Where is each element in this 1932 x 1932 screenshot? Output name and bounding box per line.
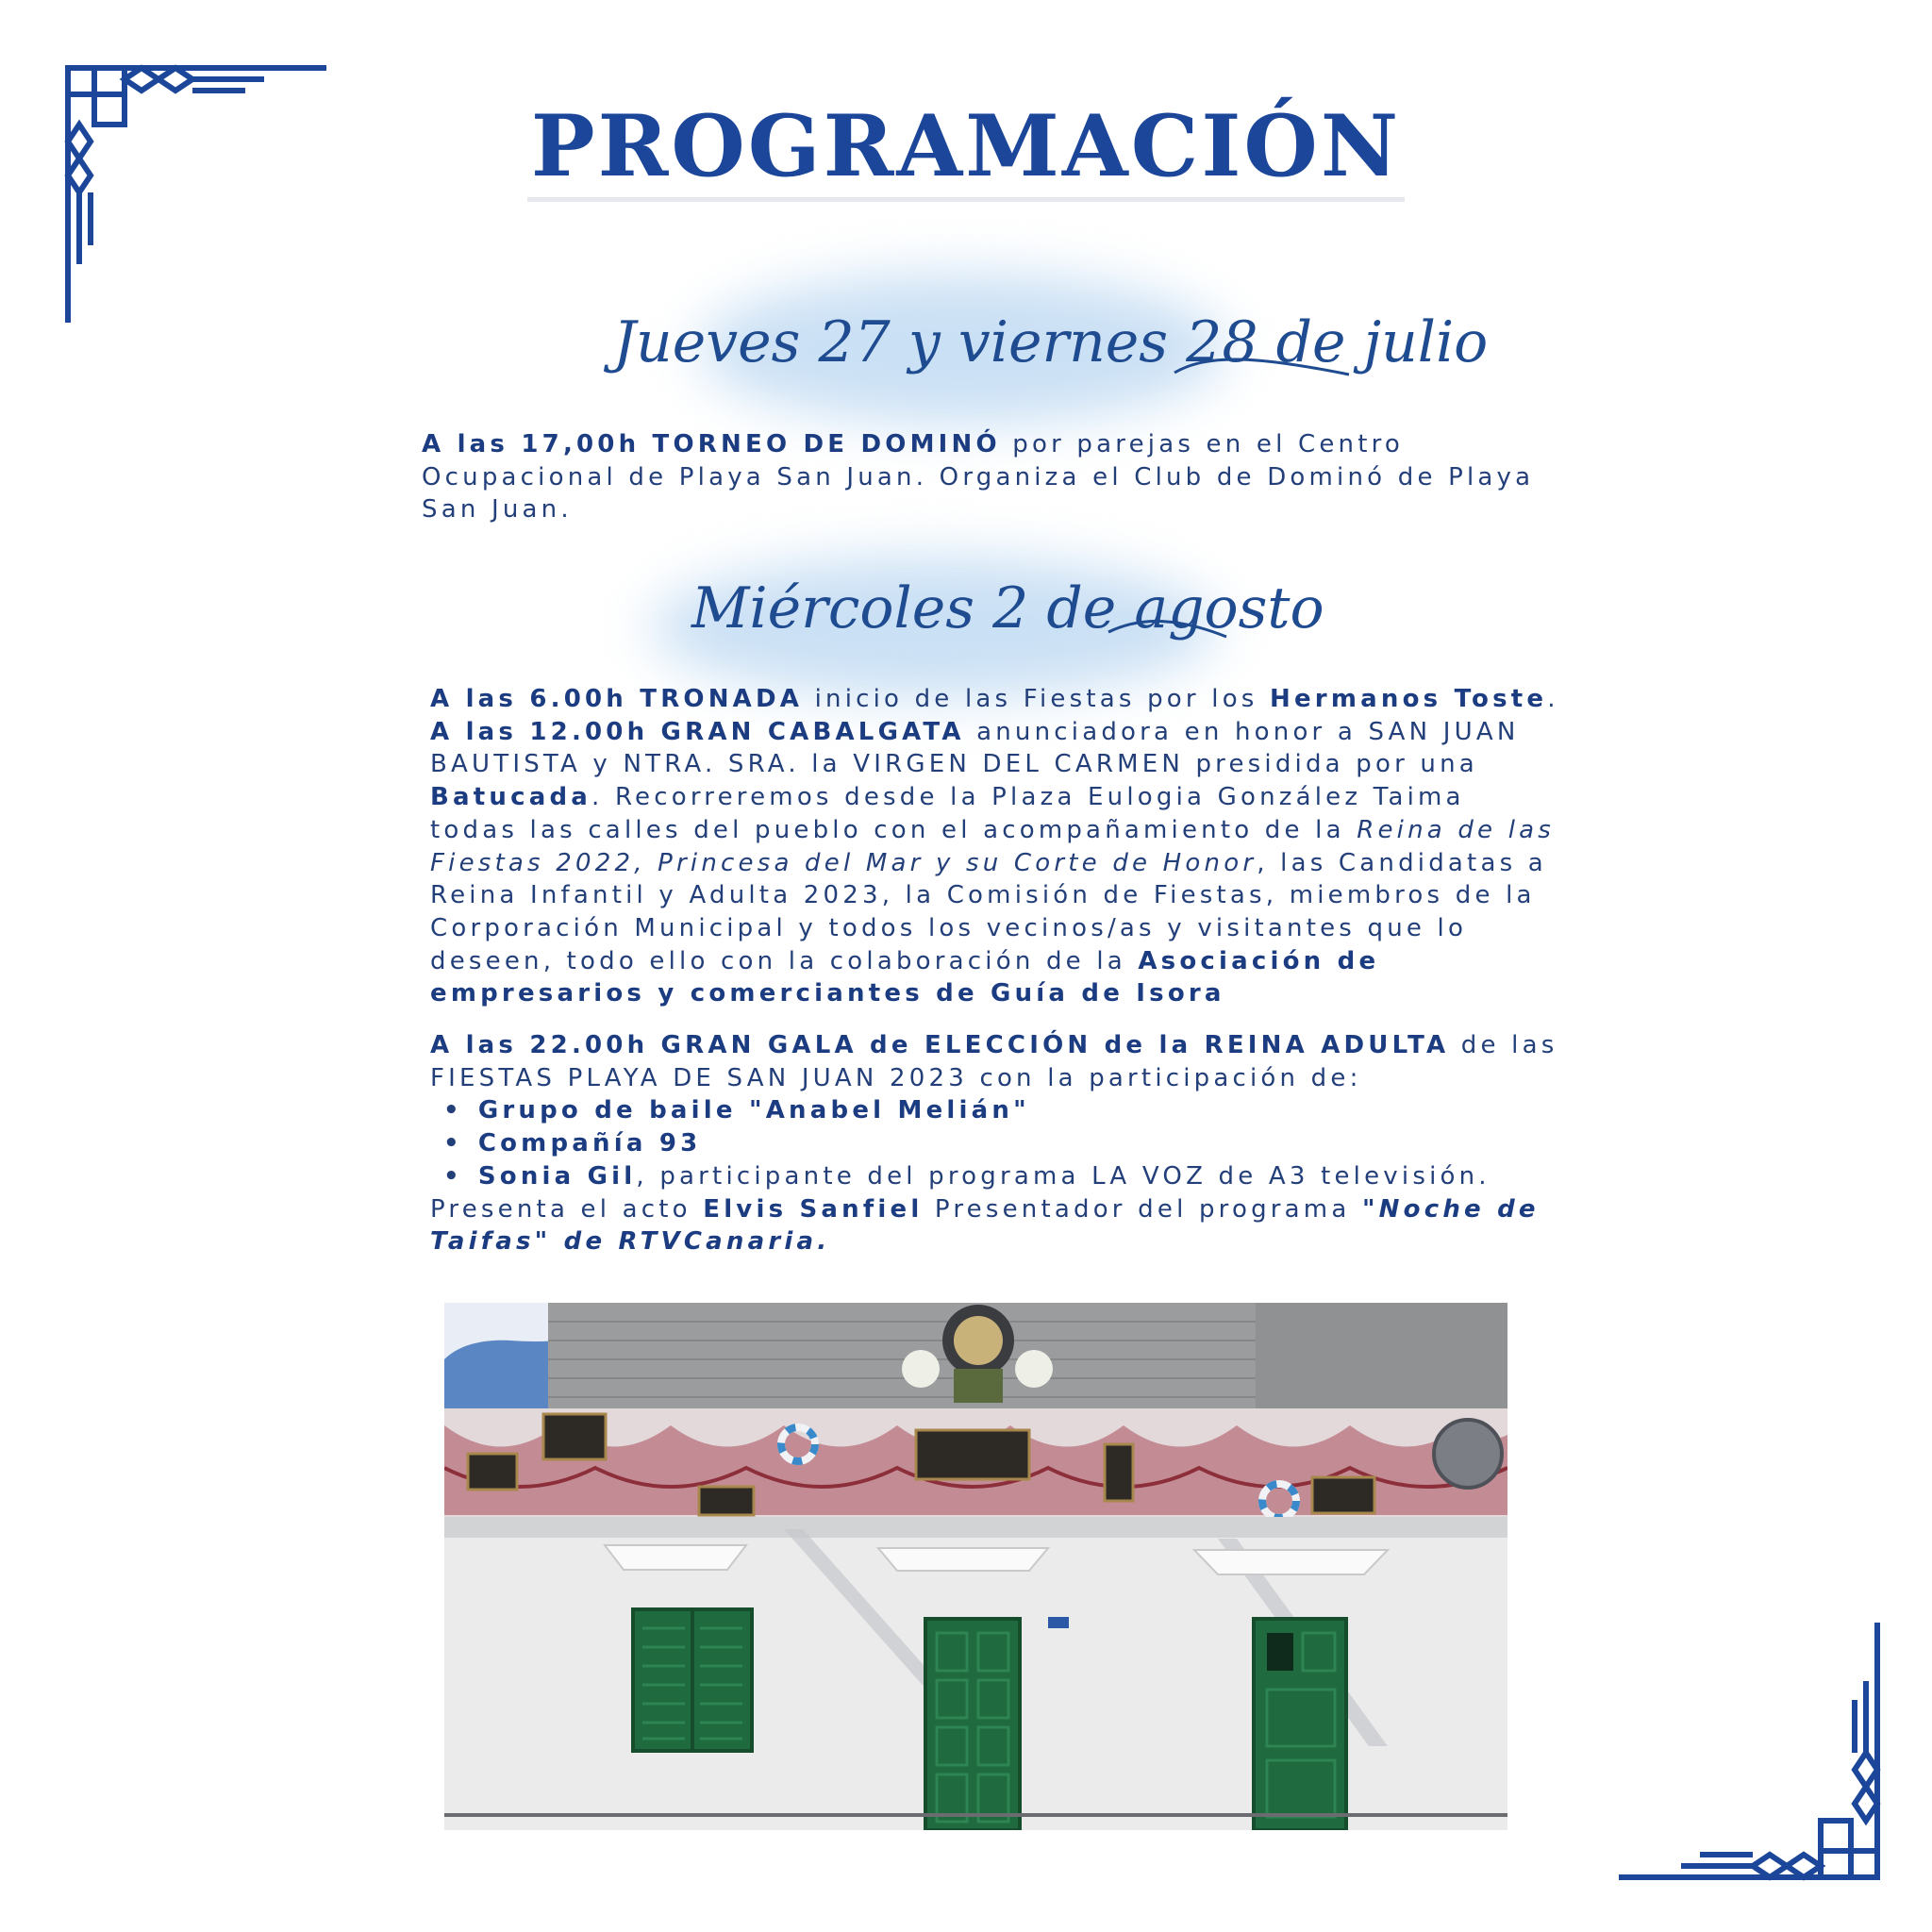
event-gala-highlight: A las 22.00h GRAN GALA de ELECCIÓN de la REINA ADULTA: [430, 1031, 1450, 1060]
event-cabalgata-text: anunciadora en honor a SAN JUAN BAUTISTA y NTRA. SRA. la VIRGEN DEL CARMEN presidida por una: [430, 717, 1520, 779]
participant-name: Sonia Gil: [477, 1161, 637, 1191]
gala-presenter-name: Elvis Sanfiel: [703, 1194, 924, 1224]
gala-presenter: [430, 1193, 1562, 1258]
list-item: [443, 1160, 1562, 1193]
list-item: [443, 1094, 1562, 1127]
event-tronada-end: .: [1547, 685, 1559, 713]
event-cabalgata-batucada: Batucada: [430, 783, 592, 812]
event-domino-text: por parejas en el Centro Ocupacional de Playa San Juan. Organiza el Club de Dominó de Playa San Juan.: [422, 430, 1535, 525]
heading-flourish-1: [1170, 344, 1358, 401]
heading-flourish-2: [1104, 608, 1236, 656]
event-domino-highlight: A las 17,00h TORNEO DE DOMINÓ: [422, 430, 1001, 458]
event-cabalgata-queen: Reina de las Fiestas 2022, Princesa del Mar y su Corte de Honor: [430, 815, 1556, 877]
photo-house-facade: [444, 1303, 1507, 1830]
event-cabalgata: [430, 716, 1562, 1010]
participant-note: , participante del programa LA VOZ de A3 televisión.: [636, 1161, 1491, 1191]
gala-participants-list: [430, 1094, 1562, 1192]
event-cabalgata-association: Asociación de empresarios y comerciantes de Guía de Isora: [430, 946, 1380, 1008]
gala-presenter-intro: Presenta el acto: [430, 1194, 704, 1224]
date-heading-1: Jueves 27 y viernes 28 de julio: [613, 309, 1489, 375]
participant-name: Compañía 93: [477, 1129, 702, 1158]
event-domino: [422, 428, 1554, 526]
event-cabalgata-participants: , las Candidatas a Reina Infantil y Adulta 2023, la Comisión de Fiestas, miembros de la Corporación Municipal y todos los vecinos/as y visitantes que lo deseen, todo ello con la colaboración de la: [430, 848, 1547, 975]
event-tronada: [430, 683, 1562, 716]
event-tronada-highlight: A las 6.00h TRONADA: [430, 685, 804, 713]
section-2-body: [430, 683, 1562, 1258]
gala-presenter-role: Presentador del programa: [923, 1194, 1362, 1224]
event-cabalgata-highlight: A las 12.00h GRAN CABALGATA: [430, 717, 965, 746]
date-heading-2: Miércoles 2 de agosto: [691, 575, 1324, 641]
title-wrap: [0, 96, 1932, 202]
corner-ornament-bottom-right: [1615, 1615, 1889, 1889]
event-tronada-text: inicio de las Fiestas por los: [803, 685, 1271, 713]
event-cabalgata-route: . Recorreremos desde la Plaza Eulogia González Taima todas las calles del pueblo con el acompañamiento de la: [430, 783, 1465, 844]
event-tronada-organizers: Hermanos Toste: [1270, 685, 1548, 713]
list-item: [443, 1127, 1562, 1160]
gala-program-name: "Noche de Taifas" de RTVCanaria.: [430, 1194, 1540, 1257]
participant-name: Grupo de baile "Anabel Melián": [477, 1096, 1030, 1125]
event-gala: [430, 1029, 1562, 1258]
event-gala-text: de las FIESTAS PLAYA DE SAN JUAN 2023 con la participación de:: [430, 1031, 1558, 1092]
page-title: PROGRAMACIÓN: [527, 102, 1405, 202]
